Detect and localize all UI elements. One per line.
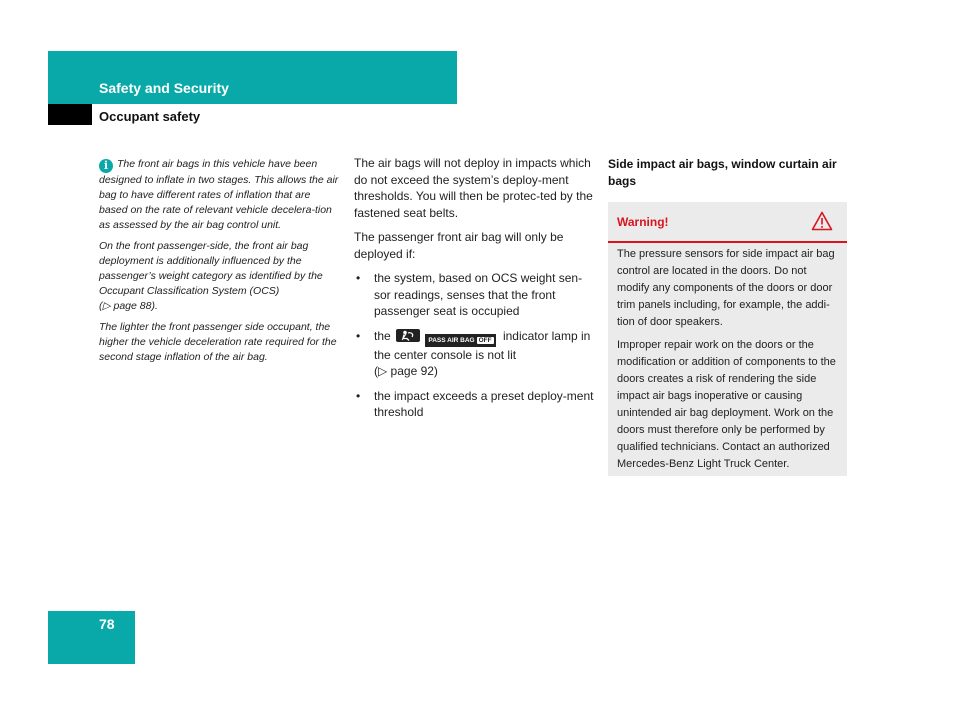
warning-label: Warning!	[617, 215, 669, 229]
subsection-title: Occupant safety	[99, 109, 201, 124]
warning-body	[608, 243, 847, 473]
body-paragraph-2: The passenger front air bag will only be deployed if:	[354, 230, 564, 261]
note-paragraph-2: On the front passenger-side, the front air bag deployment is additionally influenced by the passenger’s weight category as identified by the Occupant Classification System (OCS) (▷ page 88).	[99, 240, 323, 312]
side-airbags-heading: Side impact air bags, window curtain air bags	[608, 157, 837, 188]
warning-triangle-icon	[811, 211, 833, 236]
section-marker	[48, 104, 92, 125]
note-paragraph-1: i The front air bags in this vehicle have been designed to inflate in two stages. This allows the air bag to have different rates of inflation that are based on the rate of relevant vehicle decelera-tion as assessed by the air bag control unit.	[99, 158, 339, 231]
deployment-conditions-list	[354, 270, 594, 421]
body-paragraph-1: The air bags will not deploy in impacts which do not exceed the system’s deploy-ment thresholds. You will then be protec-ted by the fastened seat belts.	[354, 156, 593, 220]
list-item: • the PASS AIR BAG OFF indicator lamp in the center console is not lit (▷ page 92)	[356, 328, 591, 378]
page-number: 78	[99, 616, 115, 632]
page-reference[interactable]: (▷ page 88).	[99, 300, 158, 312]
pass-air-bag-off-lamp-icon: PASS AIR BAG OFF	[425, 334, 495, 347]
warning-paragraph-1: The pressure sensors for side impact air bag control are located in the doors. Do not modify any components of the doors or door trim panels including, for example, the addi-tion of door speakers.	[617, 248, 835, 328]
main-text-column	[354, 155, 594, 429]
info-icon: i	[99, 159, 113, 173]
note-paragraph-3: The lighter the front passenger side occupant, the higher the vehicle deceleration rate required for the second stage inflation of the air bag.	[99, 321, 337, 363]
bullet: •	[356, 271, 361, 285]
page-reference[interactable]: (▷ page 92)	[374, 364, 438, 378]
seat-airbag-icon	[396, 329, 420, 342]
warning-box	[608, 202, 847, 476]
page-number-band	[48, 611, 135, 664]
info-note	[99, 157, 339, 371]
section-title: Safety and Security	[99, 80, 229, 96]
bullet: •	[356, 388, 361, 403]
warning-header	[608, 202, 847, 243]
list-item: • the impact exceeds a preset deploy-ment threshold	[356, 388, 594, 419]
warning-paragraph-2: Improper repair work on the doors or the modification or addition of components to the doors creates a risk of rendering the side impact air bags inoperative or causing unintended air bag deployment. Work on the doors must therefore only be performed by qualified technicians. Contact an authorized Mercedes-Benz Light Truck Center.	[617, 339, 836, 470]
list-item: • the system, based on OCS weight sen-sor readings, senses that the front passenger seat is occupied	[356, 271, 583, 318]
header-band	[48, 51, 457, 104]
bullet: •	[356, 328, 361, 343]
